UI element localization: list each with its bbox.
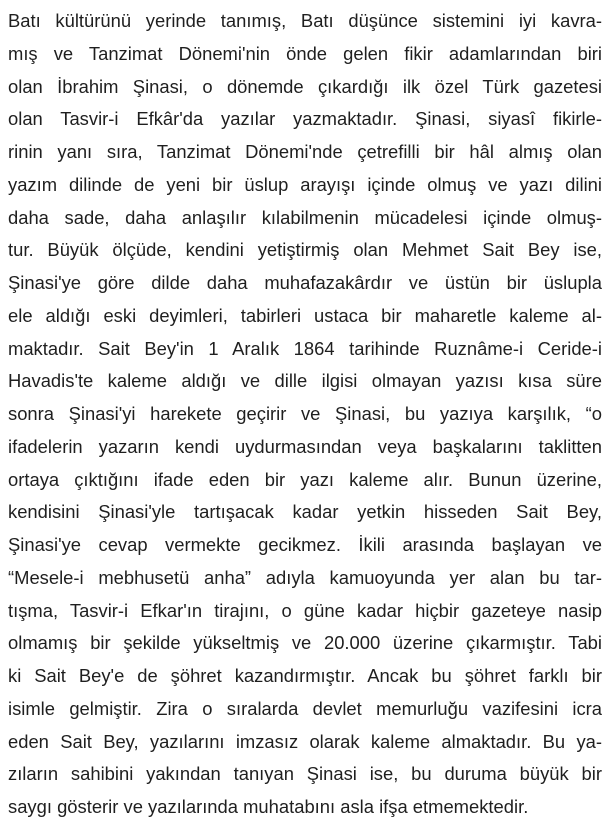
text-line: tışma, Tasvir-i Efkar'ın tirajını, o güne kadar hiçbir gazeteye nasip xyxy=(8,599,602,621)
text-line: ifadelerin yazarın kendi uydurmasından veya başkalarını taklitten xyxy=(8,435,602,457)
body-paragraph xyxy=(8,6,602,825)
text-line: olmamış bir şekilde yükseltmiş ve 20.000 üzerine çıkarmıştır. Tabi xyxy=(8,632,602,654)
text-line: olan İbrahim Şinasi, o dönemde çıkardığı ilk özel Türk gazetesi xyxy=(8,75,602,97)
text-line: sonra Şinasi'yi harekete geçirir ve Şinasi, bu yazıya karşılık, “o xyxy=(8,403,602,424)
text-line: “Mesele-i mebhusetü anha” adıyla kamuoyunda yer alan bu tar- xyxy=(8,566,602,588)
text-line: olan Tasvir-i Efkâr'da yazılar yazmaktadır. Şinasi, siyasî fikirle- xyxy=(8,108,602,130)
text-line: tur. Büyük ölçüde, kendini yetiştirmiş olan Mehmet Sait Bey ise, xyxy=(8,239,602,261)
text-line: kendisini Şinasi'yle tartışacak kadar yetkin hisseden Sait Bey, xyxy=(8,501,602,523)
text-line: Batı kültürünü yerinde tanımış, Batı düşünce sistemini iyi kavra- xyxy=(8,10,602,31)
text-line: mış ve Tanzimat Dönemi'nin önde gelen fikir adamlarından biri xyxy=(8,42,602,64)
text-line: daha sade, daha anlaşılır kılabilmenin mücadelesi içinde olmuş- xyxy=(8,206,602,228)
text-line: ortaya çıktığını ifade eden bir yazı kaleme alır. Bunun üzerine, xyxy=(8,468,602,490)
text-line: ele aldığı eski deyimleri, tabirleri ustaca bir maharetle kaleme al- xyxy=(8,304,602,326)
text-line: zıların sahibini yakından tanıyan Şinasi ise, bu duruma büyük bir xyxy=(8,763,602,785)
text-line: Havadis'te kaleme aldığı ve dille ilgisi olmayan yazısı kısa süre xyxy=(8,370,602,392)
text-line: isimle gelmiştir. Zira o sıralarda devlet memurluğu vazifesini icra xyxy=(8,697,602,719)
text-line: rinin yanı sıra, Tanzimat Dönemi'nde çetrefilli bir hâl almış olan xyxy=(8,141,602,162)
text-line: maktadır. Sait Bey'in 1 Aralık 1864 tarihinde Ruznâme-i Ceride-i xyxy=(8,337,602,359)
text-line: yazım dilinde de yeni bir üslup arayışı içinde olmuş ve yazı dilini xyxy=(8,173,602,195)
text-line: saygı gösterir ve yazılarında muhatabını asla ifşa etmemektedir. xyxy=(8,796,529,817)
text-line: Şinasi'ye göre dilde daha muhafazakârdır ve üstün bir üslupla xyxy=(8,272,602,293)
text-line: eden Sait Bey, yazılarını imzasız olarak kaleme almaktadır. Bu ya- xyxy=(8,730,602,752)
text-line: Şinasi'ye cevap vermekte gecikmez. İkili arasında başlayan ve xyxy=(8,534,602,555)
text-line: ki Sait Bey'e de şöhret kazandırmıştır. Ancak bu şöhret farklı bir xyxy=(8,665,602,686)
